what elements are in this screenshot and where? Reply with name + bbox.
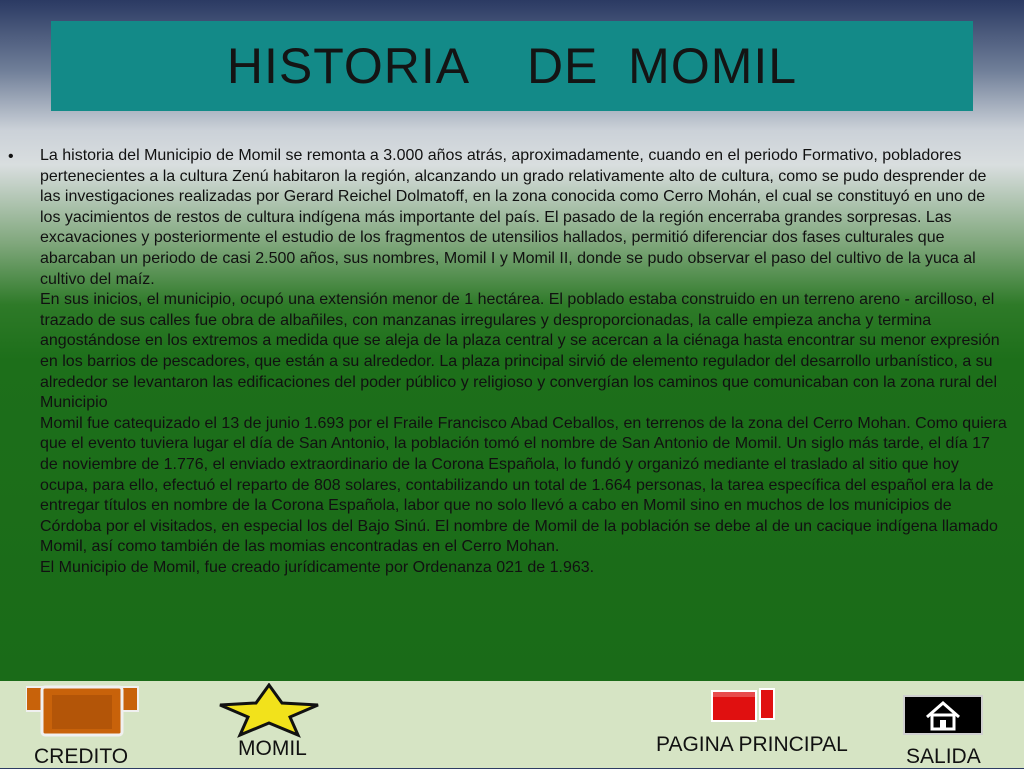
salida-button[interactable] bbox=[898, 681, 994, 768]
slide-content bbox=[0, 146, 1024, 666]
credito-button[interactable] bbox=[26, 681, 146, 768]
red-cards-icon bbox=[710, 685, 790, 735]
pagina-principal-button[interactable] bbox=[650, 681, 860, 768]
paragraph-creation: El Municipio de Momil, fue creado jurídicamente por Ordenanza 021 de 1.963. bbox=[40, 558, 595, 576]
credito-label: CREDITO bbox=[34, 745, 129, 768]
pagina-principal-label: PAGINA PRINCIPAL bbox=[656, 733, 848, 756]
footer-nav-bar bbox=[0, 681, 1024, 768]
monitor-icon bbox=[26, 681, 146, 751]
momil-button[interactable] bbox=[214, 681, 340, 768]
momil-label: MOMIL bbox=[238, 737, 307, 760]
home-button-box bbox=[903, 695, 983, 735]
salida-label: SALIDA bbox=[906, 745, 981, 768]
paragraph-settlement: En sus inicios, el municipio, ocupó una extensión menor de 1 hectárea. El poblado estaba construido en un terreno areno - arcilloso, el trazado de sus calles fue obra de albañiles, con manzanas irregulares y desproporcionadas, la calle empieza ancha y termina angostándose en los extremos a medida que se aleja de la plaza central y se acercan a la ciénaga hasta encontrar su menor expresión en los barrios de pescadores, que están a su alrededor. La plaza principal sirvió de elemento regulador del desarrollo urbanístico, a su alrededor se levantaron las edificaciones del poder público y religioso y convergían los caminos que comunicaban con la zona rural del Municipio bbox=[40, 291, 1000, 412]
star-icon bbox=[214, 683, 324, 739]
bullet-marker: • bbox=[8, 148, 14, 165]
history-text bbox=[40, 146, 1008, 578]
paragraph-catechization: Momil fue catequizado el 13 de junio 1.693 por el Fraile Francisco Abad Ceballos, en terrenos de la zona del Cerro Mohan. Como quiera que el evento tuviera lugar el día de San Antonio, la población tomó el nombre de San Antonio de Momil. Un siglo más tarde, el día 17 de noviembre de 1.776, el enviado extraordinario de la Corona Española, lo fundó y organizó mediante el traslado al sitio que hoy ocupa, para ello, efectuó el reparto de 808 solares, contabilizando un total de 1.664 personas, la tarea específica del español era la de entregar títulos en nombre de la Corona Española, labor que no solo llevó a cabo en Momil sino en muchos de los municipios de Córdoba por el visitados, en especial los del Bajo Sinú. El nombre de Momil de la población se debe al de un cacique indígena llamado Momil, así como también de las momias encontradas en el Cerro Mohan. bbox=[40, 414, 1007, 556]
title-bar bbox=[51, 21, 973, 111]
home-icon bbox=[905, 697, 981, 733]
paragraph-origins: La historia del Municipio de Momil se remonta a 3.000 años atrás, aproximadamente, cuando en el periodo Formativo, pobladores pertenecientes a la cultura Zenú habitaron la región, alcanzando un grado relativamente alto de cultura, como se pudo desprender de las investigaciones realizadas por Gerard Reichel Dolmatoff, en la zona conocida como Cerro Mohán, el cual se constituyó en uno de los yacimientos de restos de cultura indígena más importante del país. El pasado de la región encerraba grandes sorpresas. Las excavaciones y posteriormente el estudio de los fragmentos de utensilios hallados, permitió diferenciar dos fases culturales que abarcaban un periodo de casi 2.500 años, sus nombres, Momil I y Momil II, donde se pudo observar el paso del cultivo de la yuca al cultivo del maíz. bbox=[40, 147, 987, 288]
slide-title: HISTORIA DE MOMIL bbox=[226, 38, 798, 94]
